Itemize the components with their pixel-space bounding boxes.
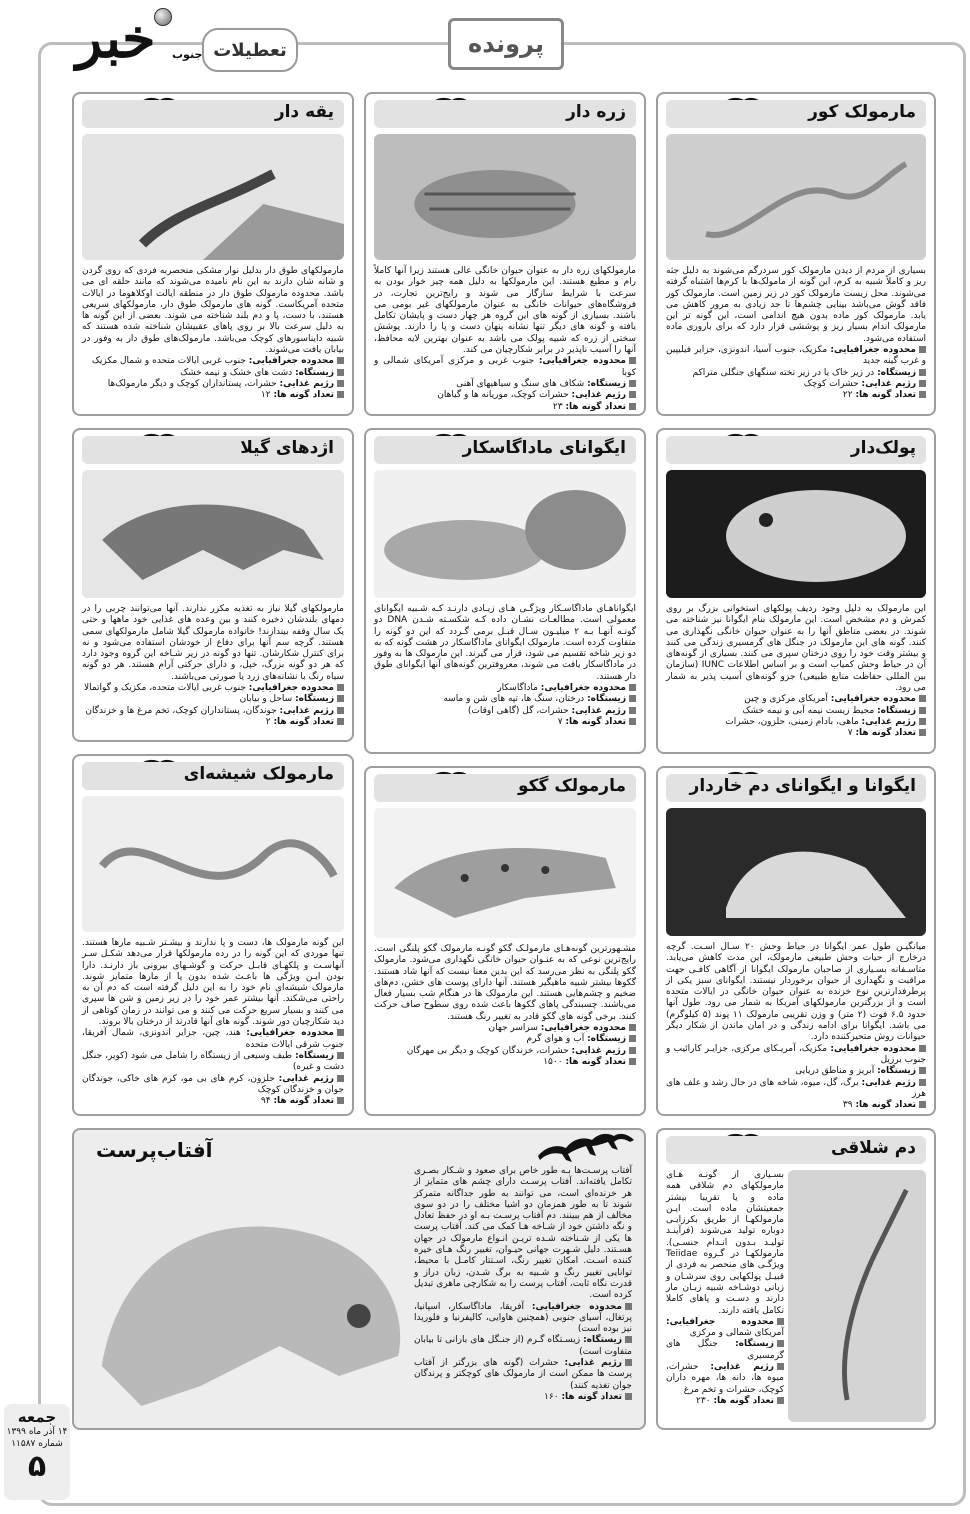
card-title-bar (82, 1136, 282, 1164)
count-row: تعداد گونه ها: ۲۲ (666, 390, 926, 401)
card-madagascar-iguana (364, 428, 646, 754)
masthead (70, 6, 300, 72)
card-text: بسیاری از مردم از دیدن مارمولک کور سردرگم می‌شوند به دلیل جثه ریز و کاملاً شبیه به کرم، این گونه از مامولک‌ها با کرم‌ها اشتباه گرفته می‌شوند. محل زیست مارمولک کور در زیر زمین است. مارمولک کور فاقد گوش می‌باشد بینایی چشم‌ها تا حد زیادی به مرور کاهش می یابد. مارمولک کور ماده بدون هیچ اندامی است، این گونه تر این مارمولک اندام بسیار ریز و پوششی قرار دارد که برای باروری ماده استفاده می‌شود. (666, 266, 926, 344)
card-title: مارمولک شیشه‌ای (183, 764, 334, 784)
section-name: تعطیلات (202, 28, 298, 72)
card-body (666, 266, 926, 402)
card-title: مارمولک گکو (517, 776, 626, 796)
habitat-row: زیستگاه: در زیر خاک یا در زیر تخته سنگهای جنگلی متراکم (666, 368, 926, 379)
brand-sub: جنوب (172, 48, 203, 61)
page-number: ۵ (27, 1449, 47, 1484)
card-title: ایگوانا و ایگوانای دم خاردار (689, 776, 916, 796)
diet-row: رژیم غذایی: حشرات کوچک (666, 379, 926, 390)
gecko-icon (536, 1128, 636, 1166)
photo-blind-lizard (666, 134, 926, 260)
card-chameleon (72, 1128, 646, 1430)
card-title-bar (82, 762, 344, 790)
photo-whiptail (788, 1170, 926, 1422)
section-tag: پرونده (448, 18, 564, 70)
card-text: این گونه مارمولک ها، دست و پا ندارند و بیشـتر شـبیه مارها هستند. تنها موردی که این گونه را در رده مارمولکها قرار می‌دهد شکـل سـر آنهاسـت و پلکهـای قابـل حرکت و گوشـهای بیرونی باز دارنـد. دارا بودن ایـن ویژگی ها باعـث شده بدون پا از مارها متمایز شوند. مارمولک شیشه‌ای نام خود را به این دلیل گرفته است که دم آن به راحتی می‌شکند. آنها بیشتر عمر خود را در زیر زمین و شن ها سپری می کنند و بسیار سریع حرکت می کنند و می توانند در زمان کوتاهی از دید شکارچیان دور شوند. گونه های آنها قادرند از درختان بالا بروند. (82, 938, 344, 1028)
photo-gecko (374, 808, 636, 938)
card-text: مارمولکهای طوق دار بدلیل نوار مشکی منحصربه فردی که روی گردن و شانه شان دارند به این نام نامیده می‌شوند که مانند حلقه ای می باشد. محدوده مارمولک طوق دار در منطقه ایالت اوکلاهوما در ایالات متحده آمریکاست. گونه های مارمولک طوق دار، مارمولکهای سریعی هستند، با دست، پا و دم بلند شناخته می شوند. بعضی از این گونه ها به دلیل سرعت بالا بر روی پاهای عقبیشان شناخته شده هستند که شبیه دایناسورهای کوچک می‌باشد. مارمولک‌های طوق دار به وفور در بیابان یافت می‌شوند. (82, 266, 344, 356)
card-spiny-tailed-iguana (656, 766, 936, 1116)
issue-day: جمعه (17, 1408, 57, 1426)
card-title: زره دار (566, 102, 626, 122)
card-armadillo-lizard (364, 92, 646, 416)
card-title: ایگوانای ماداگاسکار (462, 438, 626, 458)
card-title-bar (374, 436, 636, 464)
card-title: یقه دار (274, 102, 334, 122)
card-body: میانگیـن طول عمر ایگوانا در حیاط وحش ۲۰ سـال اسـت. گرچه درخارج از حیات وحش طبیعی مارمولک، این مدت کاهش می‌یابد. متاسـفانه بسـیاری از صاحبان مارمولک ایگوانا از آگاهی کافـی جهت مراقبت و نگهداری از حیوان برخوردار نیستند. ایگوانای سبز یکی از پرطرفدارترین نوع خزنده به عنوان حیوان خانگی در ایالات متحده است و از بزرگترین مارمولکهای آمریکا به شمار می رود. طول آنها حدود ۶.۵ فوت (۲ متر) و وزن تقریبی مارمولک ۱۱ پوند (۵ کیلوگرم) می باشد. ایگوانا برای ادامه زندگی و در امان ماندن از شکار دیگر حیوانات روش متحیرکننده دارد. محدوده جغرافیایی: مکزیک، آمریـکای مرکزی، جزایـر کارائیب و جنوب برزیل زیستگاه: آبریز و مناطق دریایی رژیم غذایی: برگ، گل، میوه، شاخه های در حال رشد و علف های هرز تعداد گونه ها: ۳۹ (666, 942, 926, 1111)
card-title-bar (666, 774, 926, 802)
card-body: مارمولکهای زره دار به عنوان حیوان خانگی عالی هستند زیرا آنها کاملاً رام و مطیع هستند. این مارمولکها به دلیل همه چیز خوار بودن به سرعت با شرایط سازگار می شوند و رایج‌ترین تجارت، در فروشگاه‌های حیوانات خانگی به عنوان مارمولکهای غیر بومی می باشند. بسیاری از گونه های این گروه هر چهار دست و پایشان تکامل یافته و گونه های دیگر تنها نشانه پنهان دست و پا را دارند. پوشش سختی از زره که شبیه پولک می باشد به عنوان بهترین لایه محافظ، آنها را آسیب ناپذیر در برابر شکارچیان می کند. محدوده جغرافیایی: جنوب غربی و مرکزی آمریکای شمالی و کوبا زیستگاه: شکاف های سنگ و سیاهیهای آهنی رژیم غذایی: حشرات کوچک، موریانه ها و گیاهان تعداد گونه ها: ۲۳ (374, 266, 636, 412)
brand-name: خبر (76, 6, 156, 70)
card-collared-lizard (72, 92, 354, 416)
card-body: این گونه مارمولک ها، دست و پا ندارند و بیشـتر شـبیه مارها هستند. تنها موردی که این گونه را در رده مارمولکها قرار می‌دهد شکـل سـر آنهاسـت و پلکهـای قابـل حرکت و گوشـهای بیرونی باز دارنـد. دارا بودن ایـن ویژگی ها باعـث شده بدون پا از مارها متمایز شوند. مارمولک شیشه‌ای نام خود را به این دلیل گرفته است که دم آن به راحتی می‌شکند. آنها بیشتر عمر خود را در زیر زمین و شن ها سپری می کنند و بسیار سریع حرکت می کنند و می توانند در زمان کوتاهی از دید شکارچیان دور شوند. گونه های آنها قادرند از درختان بالا بروند. محدوده جغرافیایی: هند، چین، جزایر اندونزی، شمال آفریقا، جنوب شرقی ایالات متحده زیستگاه: طیف وسیعی از زیستگاه را شامل می شود (کویر، جنگل دشت و غیره) رژیم غذایی: حلزون، کرم های بی مو، کرم های خاکی، جوندگان جوان و خزندگان کوچک تعداد گونه ها: ۹۴ (82, 938, 344, 1107)
card-body: ایگواناهـای ماداگاسـکار ویژگـی هـای زیـادی دارنـد کـه شـبیه ایگوانای معمولی است. مطالعـات نشـان داده کـه شکسـته شـدن DNA دو گونـه آنهـا بـه ۲ میلیـون سـال قبـل برمی گـردد که این دو گونه را متفاوت کرده است. مارمولک ایگوانای ماداگاسکار در هشت گونه که به دو زیر شاخه تقسیم می شود، قرار می گیرند. این مارمولک ها به وفور در ماداگاسکار یافت می شوند، معروفترین گونه‌های آنها ایگوانای طوق دار هستند. محدوده جغرافیایی: ماداگاسکار زیستگاه: درختان، سنگ ها، تپه های شن و ماسه رژیم غذایی: حشرات، گل (گاهی اوقات) تعداد گونه ها: ۷ (374, 604, 637, 727)
card-title-bar (666, 436, 926, 464)
photo-glass-lizard (82, 796, 344, 932)
photo-collared-lizard (82, 134, 344, 260)
card-body: مارمولکهای طوق دار بدلیل نوار مشکی منحصربه فردی که روی گردن و شانه شان دارند به این نام نامیده می‌شوند که مانند حلقه ای می باشد. محدوده مارمولک طوق دار در منطقه ایالت اوکلاهوما در ایالات متحده آمریکاست. گونه های مارمولک طوق دار، مارمولکهای سریعی هستند، با دست، پا و دم بلند شناخته می شوند. بعضی از این گونه ها به دلیل سرعت بالا بر روی پاهای عقبیشان شناخته شده هستند که شبیه دایناسورهای کوچک می‌باشد. مارمولک‌های طوق دار به وفور در بیابان یافت می‌شوند. محدوده جغرافیایی: جنوب غربی ایالات متحده و شمال مکزیک زیستگاه: دشت های خشک و نیمه خشک رژیم غذایی: حشرات، پستانداران کوچک و دیگر مارمولک‌ها تعداد گونه ها: ۱۲ (82, 266, 344, 401)
card-text: مارمولکهای گیلا نیاز به تغذیه مکرر ندارند. آنها می‌توانند چربی را در دمهای بلندشان ذخیره کنند و بین وعده های غذایی خود ماهها و حتی یک سال وقفه بیندازند! خانواده مارمولک گیلا شامل مارمولکهای سمی هستند. گرچه سم آنها برای دفاع از خودشان استفاده می‌شود و نه برای کنترل شکارشان. تنها دو گونه در زیر شـاخه این گروه وجود دارد که هر دو گونه بزرگ، خپل، و دارای حرکتی آرام هستند. هر دو گونه سیاه رنگ با نشانه‌های زرد یا صورتی می‌باشند. (82, 604, 344, 682)
card-title-bar (82, 436, 344, 464)
card-text: مشـهورترین گونه‌هـای مارمولـک گکو گونـه مارمولک گکو پلنگی است. رایج‌ترین نوعی که به عنـوان حیوان خانگی نگهداری می‌شود. مارمولک گکو پلنگی به نظر می‌رسد که این بدین معنا نیست که آنها شاد هستند. گکوها بیشتر شبیه ماهیگیر هستند. آنها دارای پوست های خشن، دم‌های ضخیم و چشم‌هایی هستند. این مارمولک ها در هنگام شب بسیار فعال می‌باشند. چسبندگی پاهای گکوها باعث شده روی سطوح صاف حرکت کنند. برخی گونه های گکو قادر به تغییر رنگ هستند. (374, 944, 636, 1022)
card-body: این مارمولک به دلیل وجود ردیف پولکهای استخوانی بزرگ بر روی کمرش و دم مشخص است. این مارمولک بنام ایگوانا نیز شناخته می شوند. در بعضی مناطق آنها را به عنوان حیوان خانگی نگهداری می کنند. گونه های این مارمولک در جنگل های گرمسیری زندگی می کنند و بیشتر وقت خود را روی درختان سپری می کنند. بسیاری از گونه‌های آن در حیاط وحش کمیاب است و بر اساس اطلاعات IUNC (سازمان بین المللی حفاظت منابع طبیعی) جزو گونه‌های آسیب پذیر به شمار می رود. محدوده جغرافیایی: آمریکای مرکزی و چین زیستگاه: محیط زیست نیمه آبی و نیمه خشک رژیم غذایی: ماهی، بادام زمینی، حلزون، حشرات تعداد گونه ها: ۷ (666, 604, 926, 739)
issue-number: شماره ۱۱۵۸۷ (11, 1439, 63, 1449)
card-body: مارمولکهای گیلا نیاز به تغذیه مکرر ندارند. آنها می‌توانند چربی را در دمهای بلندشان ذخیره کنند و بین وعده های غذایی خود ماهها و حتی یک سال وقفه بیندازند! خانواده مارمولک گیلا شامل مارمولکهای سمی هستند. گرچه سم آنها برای دفاع از خودشان استفاده می‌شود و نه برای کنترل شکارشان. تنها دو گونه در زیر شـاخه این گروه وجود دارد که هر دو گونه بزرگ، خپل، و دارای حرکتی آرام هستند. هر دو گونه سیاه رنگ با نشانه‌های زرد یا صورتی می‌باشند. محدوده جغرافیایی: جنوب غربی ایالات متحده، مکزیک و گواتمالا زیستگاه: ساحل و بیابان رژیم غذایی: جوندگان، پستانداران کوچک، تخم مرغ ها و خزندگان تعداد گونه ها: ۲ (82, 604, 344, 727)
card-whiptail (656, 1128, 936, 1430)
brand-logo[interactable] (70, 6, 220, 72)
card-title-bar (82, 100, 344, 128)
card-title-bar (374, 774, 636, 802)
photo-scaled-lizard (666, 470, 926, 598)
card-body: مشـهورترین گونه‌هـای مارمولـک گکو گونـه مارمولک گکو پلنگی است. رایج‌ترین نوعی که به عنـوان حیوان خانگی نگهداری می‌شود. مارمولک گکو پلنگی به نظر می‌رسد که این بدین معنا نیست که آنها شاد هستند. گکوها بیشتر شبیه ماهیگیر هستند. آنها دارای پوست های خشن، دم‌های ضخیم و چشم‌هایی هستند. این مارمولک ها در هنگام شب بسیار فعال می‌باشند. چسبندگی پاهای گکوها باعث شده روی سطوح صاف حرکت کنند. برخی گونه های گکو قادر به تغییر رنگ هستند. محدوده جغرافیایی: سراسر جهان زیستگاه: آب و هوای گرم رژیم غذایی: حشرات، خزندگان کوچک و دیگر بی مهرگان تعداد گونه ها: ۱۵۰۰ (374, 944, 636, 1067)
globe-icon (154, 8, 172, 26)
photo-spiny-tailed-iguana (666, 808, 926, 936)
card-title-bar (666, 1136, 926, 1164)
issue-date-box (4, 1404, 70, 1500)
card-glass-lizard (72, 754, 354, 1116)
card-text: مارمولکهای زره دار به عنوان حیوان خانگی عالی هستند زیرا آنها کاملاً رام و مطیع هستند. این مارمولکها به دلیل همه چیز خوار بودن به سرعت با شرایط سازگار می شوند و رایج‌ترین تجارت، در فروشگاه‌های حیوانات خانگی به عنوان مارمولکهای غیر بومی می باشند. بسیاری از گونه های این گروه هر چهار دست و پایشان تکامل یافته و گونه های دیگر تنها نشانه پنهان دست و پا را دارند. پوشش سختی از زره که شبیه پولک می باشد به عنوان بهترین لایه محافظ، آنها را آسیب ناپذیر در برابر شکارچیان می کند. (374, 266, 636, 356)
geo-row: محدوده جغرافیایی: مکزیک، جنوب آسیا، اندونزی، جزایر فیلیپین و غرب گینه جدید (666, 345, 926, 367)
card-blind-lizard (656, 92, 936, 416)
card-body: بسـیاری از گونـه هـای مارمولکهای دم شلاقی همه ماده و یا تقریبا بیشتر جمعیتشان ماده است. ایـن مارمولکهـا از طریق بکرزایـی دوباره تولید می‌شوند (فرآینـد تولیـد بـدون انـدام جنسـی). مارمولکهـا در گـروه Teiidae ویژگـی های منحصر به فردی از قبیـل پولکهایی روی سرشـان و زبانی دوشـاخه شبیه زبـان مار دارند و دسـت و پاهای کاملا تکامل یافته دارند. محدوده جغرافیایی: آمریکای شمالی و مرکزی زیستگاه: جنگل های گرمسیری رژیم غذایی: حشرات، میوه ها، دانه ها، مهره داران کوچک، حشرات و تخم مرغ تعداد گونه ها: ۲۳۰ (666, 1170, 784, 1406)
card-title: اژدهای گیلا (240, 438, 334, 458)
issue-date: ۱۴ آذر ماه ۱۳۹۹ (6, 1427, 68, 1437)
card-gila-monster (72, 428, 354, 742)
photo-armadillo-lizard (374, 134, 636, 260)
photo-madagascar-iguana (374, 470, 636, 598)
card-scaled-lizard (656, 428, 936, 754)
card-text: آفتاب پرسـت‌ها بـه طور خاص برای صعود و شـکار بصـری تکامل یافته‌اند. آفتاب پرسـت دارای چشم های متمایز از هر خزنده‌ای است، می توانند به طور جداگانه متمرکز شوند تا به طور همزمان دو اشیا مختلف را در دو سوی مخالف از هم ببینند. دم آفتاب پرسـت بـه او در حفظ تعادل و نگه داشتن خود از شـاخه هـا کمک می کند. آفتاب پرست ها یکی از شـناخته شـده تریـن انـواع مارمولک در جهان هسـتند. دلیل شـهرت جهانی حیـوان، تغییر رنگ هـای خیره کننده اسـت. امکان تغییر رنگ، اسـتتار کامـل با محیط، توانایی تغییر رنگ و شـبیه به برگ شـدن، زبان دراز و قدرت نگاه ثابت، آفتاب پرست را به شکارچی ماهری تبدیل کرده است. (414, 1166, 632, 1301)
card-text: میانگیـن طول عمر ایگوانا در حیاط وحش ۲۰ سـال اسـت. گرچه درخارج از حیات وحش طبیعی مارمولک، این مدت کاهش می‌یابد. متاسـفانه بسـیاری از صاحبان مارمولک ایگوانا از آگاهی کافـی جهت مراقبت و نگهداری از حیوان برخوردار نیستند. ایگوانای سبز یکی از پرطرفدارترین نوع خزنده به عنوان حیوان خانگی در ایالات متحده است و از بزرگترین مارمولکهای آمریکا به شمار می رود. طول آنها حدود ۶.۵ فوت (۲ متر) و وزن تقریبی مارمولک ۱۱ پوند (۵ کیلوگرم) می باشد. ایگوانا برای ادامه زندگی و در امان ماندن از شکار دیگر حیوانات روش متحیرکننده دارد. (666, 942, 926, 1043)
photo-chameleon (82, 1166, 424, 1424)
card-body: آفتاب پرسـت‌ها بـه طور خاص برای صعود و شـکار بصـری تکامل یافته‌اند. آفتاب پرسـت دارای چشم های متمایز از هر خزنده‌ای است، می توانند به طور جداگانه متمرکز شوند تا به طور همزمان دو اشیا مختلف را در دو سوی مخالف از هم ببینند. دم آفتاب پرسـت بـه او در حفظ تعادل و نگه داشتن خود از شـاخه هـا کمک می کند. آفتاب پرست ها یکی از شـناخته شـده تریـن انـواع مارمولک در جهان هسـتند. دلیل شـهرت جهانی حیـوان، تغییر رنگ هـای خیره کننده اسـت. امکان تغییر رنگ، اسـتتار کامـل با محیط، توانایی تغییر رنگ و شـبیه به برگ شـدن، زبان دراز و قدرت نگاه ثابت، آفتاب پرست را به شکارچی ماهری تبدیل کرده است. محدوده جغرافیایی: آفریقا، ماداگاسکار، اسپانیا، پرتغال، آسیای جنوبی (همچنین هاوایی، کالیفرنیا و فلوریدا نیز بوده است) زیستگاه: زیسـتگاه گـرم (از جنـگل های بارانی تا بیابان متفاوت است) رژیم غذایی: حشرات (گونه های بزرگتر از آفتاب پرست ها ممکن است از مارمولک های کوچکتر و پرندگان جوان تغذیه کنند) تعداد گونه ها: ۱۶۰ (414, 1166, 632, 1402)
card-title: آفتاب‌پرست (96, 1138, 213, 1162)
card-title: مارمولک کور (808, 102, 916, 122)
card-title-bar (666, 100, 926, 128)
card-title: پولک‌دار (850, 438, 916, 458)
card-title: دم شلاقی (830, 1138, 916, 1158)
card-gecko (364, 766, 646, 1116)
card-text: ایگواناهـای ماداگاسـکار ویژگـی هـای زیـادی دارنـد کـه شـبیه ایگوانای معمولی است. مطالعـات نشـان داده کـه شکسـته شـدن DNA دو گونـه آنهـا بـه ۲ میلیـون سـال قبـل برمی گـردد که این دو گونه را متفاوت کرده است. مارمولک ایگوانای ماداگاسکار در هشت گونه که به دو زیر شاخه تقسیم می شود، قرار می گیرند. این مارمولک ها به وفور در ماداگاسکار یافت می شوند، معروفترین گونه‌های آنها ایگوانای طوق دار هستند. (374, 604, 637, 682)
card-text: بسـیاری از گونـه هـای مارمولکهای دم شلاقی همه ماده و یا تقریبا بیشتر جمعیتشان ماده است. ایـن مارمولکهـا از طریق بکرزایـی دوباره تولید می‌شوند (فرآینـد تولیـد بـدون انـدام جنسـی). مارمولکهـا در گـروه Teiidae ویژگـی های منحصر به فردی از قبیـل پولکهایی روی سرشـان و زبانی دوشـاخه شبیه زبـان مار دارند و دسـت و پاهای کاملا تکامل یافته دارند. (666, 1170, 784, 1316)
card-text: این مارمولک به دلیل وجود ردیف پولکهای استخوانی بزرگ بر روی کمرش و دم مشخص است. این مارمولک بنام ایگوانا نیز شناخته می شوند. در بعضی مناطق آنها را به عنوان حیوان خانگی نگهداری می کنند. گونه های این مارمولک در جنگل های گرمسیری زندگی می کنند و بیشتر وقت خود را روی درختان سپری می کنند. بسیاری از گونه‌های آن در حیاط وحش کمیاب است و بر اساس اطلاعات IUNC (سازمان بین المللی حفاظت منابع طبیعی) جزو گونه‌های آسیب پذیر به شمار می رود. (666, 604, 926, 694)
card-title-bar (374, 100, 636, 128)
photo-gila-monster (82, 470, 344, 598)
